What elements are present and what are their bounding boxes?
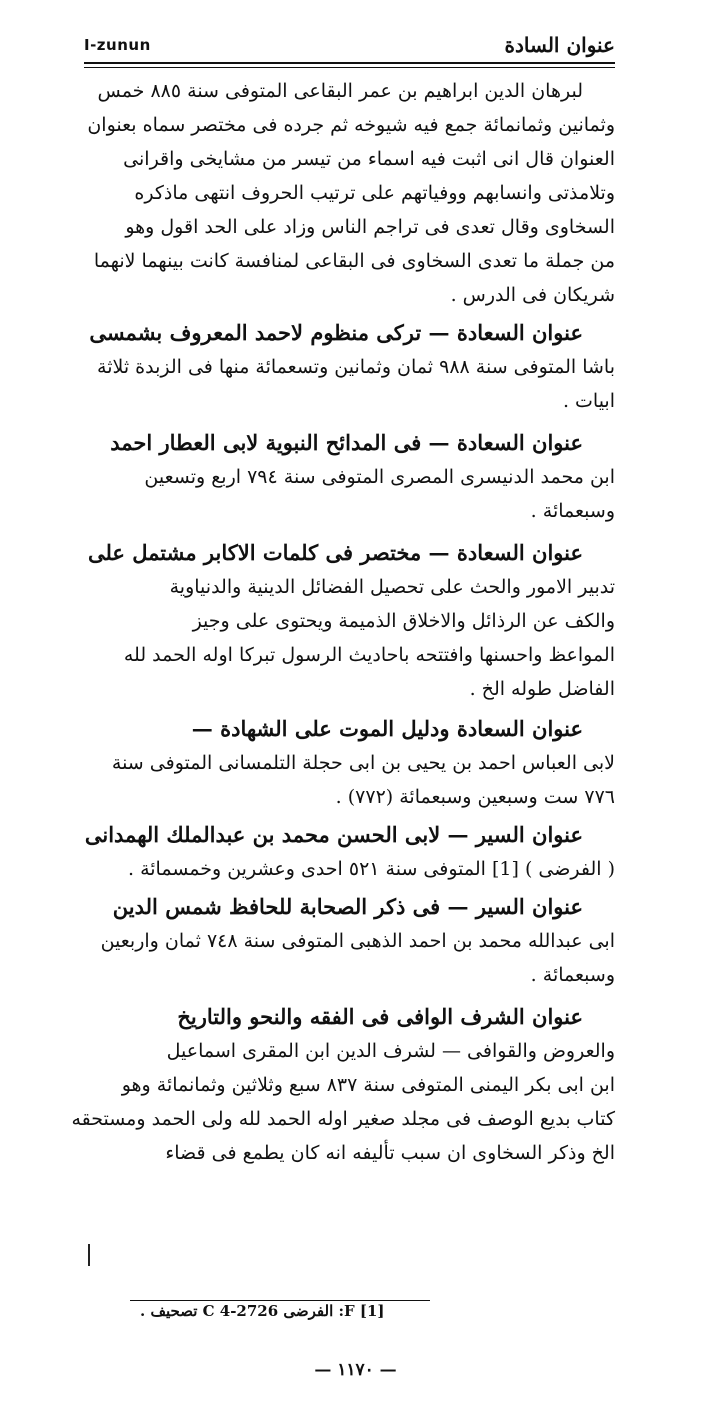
bibliography-entry <box>100 890 615 992</box>
bibliography-entry <box>106 426 615 528</box>
bibliography-entry <box>71 1000 615 1170</box>
page-header <box>84 30 615 60</box>
entry-text-line: تدبير الامور والحث على تحصيل الفضائل الدينية والدنياوية <box>169 576 615 598</box>
entry-heading-line: عنوان السعادة — تركى منظوم لاحمد المعروف بشمسى <box>89 320 583 345</box>
entry-text-line: وسبعمائة . <box>530 500 615 522</box>
bibliography-entry <box>89 316 615 418</box>
entry-text-line: باشا المتوفى سنة ٩٨٨ ثمان وثمانين وتسعمائة منها فى الزبدة ثلاثة <box>97 356 615 378</box>
header-rule-thick <box>84 62 615 64</box>
entry-text-line: ابيات . <box>562 390 615 412</box>
entry-text-line: والكف عن الرذائل والاخلاق الذميمة ويحتوى على وجيز <box>192 610 615 632</box>
entry-heading-line: عنوان السير — فى ذكر الصحابة للحافظ شمس الدين <box>112 894 583 919</box>
page-body <box>71 74 615 1170</box>
footnote-rule <box>130 1300 430 1301</box>
running-title: عنوان السادة <box>504 33 615 57</box>
entry-text-line: وثمانين وثمانمائة جمع فيه شيوخه ثم جرده فى مختصر سماه بعنوان <box>87 114 615 136</box>
entry-text-line: لابى العباس احمد بن يحيى بن ابى حجلة التلمسانى المتوفى سنة <box>111 752 615 774</box>
page-number: — ١١٧٠ — <box>314 1360 397 1380</box>
entry-text-line: من جملة ما تعدى السخاوى فى البقاعى لمنافسة كانت بينهما لانهما <box>93 250 615 272</box>
bibliography-entry <box>84 818 615 886</box>
page-catalog-mark: I-zunun <box>84 36 151 54</box>
entry-text-line: الفاضل طوله الخ . <box>469 678 615 700</box>
entry-text-line: ابن محمد الدنيسرى المصرى المتوفى سنة ٧٩٤ اربع وتسعين <box>144 466 615 488</box>
entry-text-line: العنوان قال انى اثبت فيه اسماء من تيسر من مشايخى واقرانى <box>123 148 615 170</box>
bibliography-entry <box>87 74 615 312</box>
entry-text-line: وسبعمائة . <box>530 964 615 986</box>
entry-text-line: وتلامذتى وانسابهم ووفياتهم على ترتيب الحروف انتهى ماذكره <box>134 182 615 204</box>
footnote: . تصحيف C 4-2726 الفرضى :F [1] <box>140 1302 385 1320</box>
entry-heading-line: عنوان السعادة ودليل الموت على الشهادة — <box>191 716 583 741</box>
margin-mark <box>88 1244 90 1266</box>
entry-heading-line: عنوان السعادة — مختصر فى كلمات الاكابر مشتمل على <box>87 540 583 565</box>
entry-heading-line: عنوان الشرف الوافى فى الفقه والنحو والتاريخ <box>177 1004 583 1029</box>
entry-heading-line: عنوان السير — لابى الحسن محمد بن عبدالملك الهمدانى <box>84 822 583 847</box>
entry-text-line: المواعظ واحسنها وافتتحه باحاديث الرسول تبركا اوله الحمد لله <box>123 644 615 666</box>
entry-text-line: والعروض والقوافى — لشرف الدين ابن المقرى اسماعيل <box>166 1040 615 1062</box>
entry-text-line: السخاوى وقال تعدى فى تراجم الناس وزاد على الحد اقول وهو <box>125 216 615 238</box>
entry-text-line: ( الفرضى ) [1] المتوفى سنة ٥٢١ احدى وعشرين وخمسمائة . <box>128 858 615 880</box>
entry-text-line: ابى عبدالله محمد بن احمد الذهبى المتوفى سنة ٧٤٨ ثمان واربعين <box>100 930 615 952</box>
entry-text-line: شريكان فى الدرس . <box>450 284 615 306</box>
header-rule-thin <box>84 67 615 68</box>
entry-text-line: كتاب بديع الوصف فى مجلد صغير اوله الحمد لله ولى الحمد ومستحقه <box>71 1108 615 1130</box>
entry-text-line: الخ وذكر السخاوى ان سبب تأليفه انه كان يطمع فى قضاء <box>165 1142 615 1164</box>
entry-heading-line: عنوان السعادة — فى المدائح النبوية لابى العطار احمد <box>110 430 583 455</box>
entry-text-line: ٧٧٦ ست وسبعين وسبعمائة (٧٧٢) . <box>335 786 615 808</box>
bibliography-entry <box>106 712 615 814</box>
entry-text-line: لبرهان الدين ابراهيم بن عمر البقاعى المتوفى سنة ٨٨٥ خمس <box>97 80 583 102</box>
bibliography-entry <box>87 536 615 706</box>
entry-text-line: ابن ابى بكر اليمنى المتوفى سنة ٨٣٧ سبع وثلاثين وثمانمائة وهو <box>121 1074 615 1096</box>
